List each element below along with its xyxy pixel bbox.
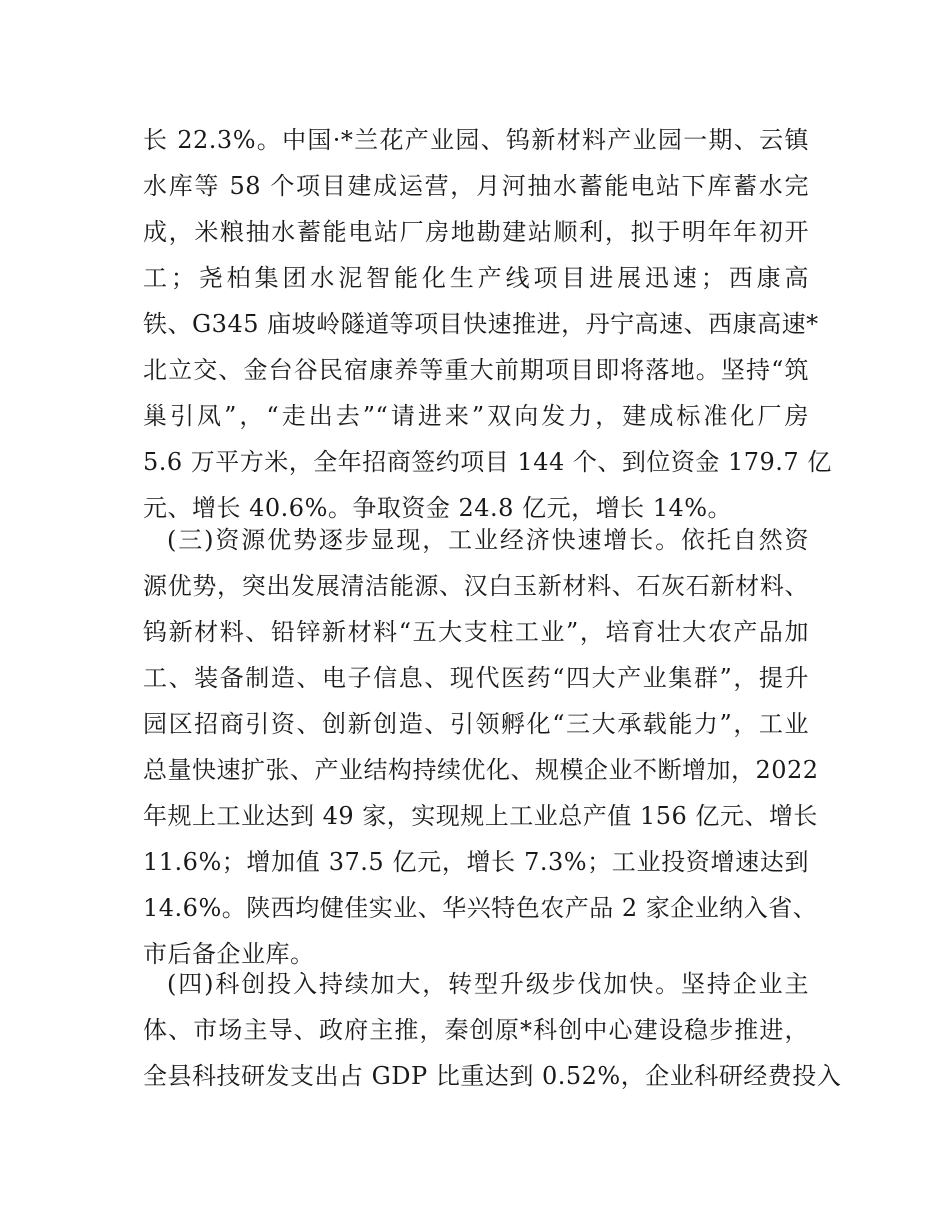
paragraph-industry <box>143 517 819 977</box>
text-line: 11.6%；增加值 37.5 亿元，增长 7.3%；工业投资增速达到 <box>143 848 809 876</box>
text-line: 成，米粮抽水蓄能电站厂房地勘建站顺利，拟于明年年初开 <box>143 218 809 246</box>
text-line: 全县科技研发支出占 GDP 比重达到 0.52%，企业科研经费投入 <box>143 1062 842 1090</box>
text-line: 市后备企业库。 <box>143 940 315 968</box>
text-line: 长 22.3%。中国·*兰花产业园、钨新材料产业园一期、云镇 <box>143 126 809 154</box>
text-line: 年规上工业达到 49 家，实现规上工业总产值 156 亿元、增长 <box>143 802 818 830</box>
text-line: 水库等 58 个项目建成运营，月河抽水蓄能电站下库蓄水完 <box>143 172 809 200</box>
text-line: 巢引凤”，“走出去”“请进来”双向发力，建成标准化厂房 <box>143 402 809 430</box>
text-line: 工、装备制造、电子信息、现代医药“四大产业集群”，提升 <box>143 664 809 692</box>
text-line: 园区招商引资、创新创造、引领孵化“三大承载能力”，工业 <box>143 710 809 738</box>
text-line: 工；尧柏集团水泥智能化生产线项目进展迅速；西康高 <box>143 264 809 292</box>
text-line: 铁、G345 庙坡岭隧道等项目快速推进，丹宁高速、西康高速* <box>143 310 819 338</box>
text-line: 北立交、金台谷民宿康养等重大前期项目即将落地。坚持“筑 <box>143 356 809 384</box>
section-heading-line: (三)资源优势逐步显现，工业经济快速增长。依托自然资 <box>167 526 809 554</box>
text-line: 5.6 万平方米，全年招商签约项目 144 个、到位资金 179.7 亿 <box>143 448 832 476</box>
text-line: 源优势，突出发展清洁能源、汉白玉新材料、石灰石新材料、 <box>143 572 809 600</box>
text-line: 总量快速扩张、产业结构持续优化、规模企业不断增加，2022 <box>143 756 819 784</box>
text-line: 体、市场主导、政府主推，秦创原*科创中心建设稳步推进， <box>143 1016 809 1044</box>
paragraph-investment <box>143 117 832 531</box>
section-heading-line: (四)科创投入持续加大，转型升级步伐加快。坚持企业主 <box>167 970 809 998</box>
text-line: 元、增长 40.6%。争取资金 24.8 亿元，增长 14%。 <box>143 494 733 522</box>
paragraph-innovation <box>143 961 842 1099</box>
text-line: 14.6%。陕西均健佳实业、华兴特色农产品 2 家企业纳入省、 <box>143 894 818 922</box>
text-line: 钨新材料、铅锌新材料“五大支柱工业”，培育壮大农产品加 <box>143 618 809 646</box>
